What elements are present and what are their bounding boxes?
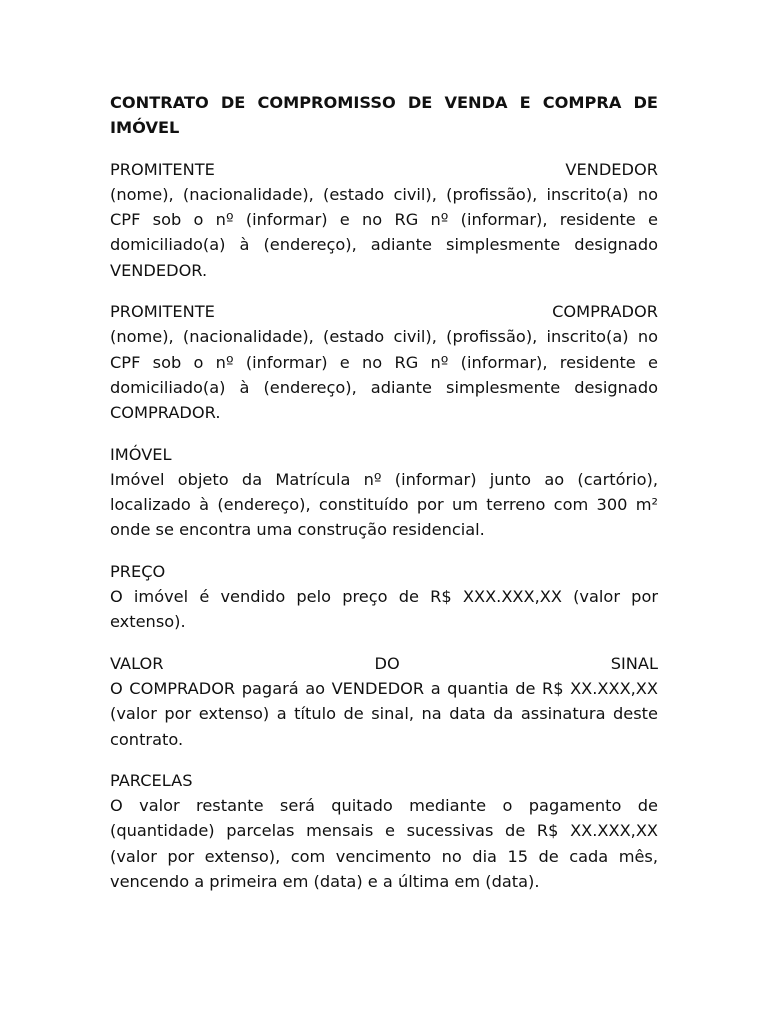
section-heading: PROMITENTE VENDEDOR xyxy=(110,159,658,179)
section-text: O COMPRADOR pagará ao VENDEDOR a quantia de R$ XX.XXX,XX (valor por extenso) a título de sinal, na data da assinatura deste contrato. xyxy=(110,678,658,749)
section-preco xyxy=(110,559,658,635)
document-title: CONTRATO DE COMPROMISSO DE VENDA E COMPRA DE IMÓVEL xyxy=(110,93,658,138)
section-heading: PROMITENTE COMPRADOR xyxy=(110,302,658,322)
section-promitente-comprador xyxy=(110,299,658,425)
section-parcelas xyxy=(110,768,658,894)
document-content xyxy=(110,90,658,910)
section-heading: IMÓVEL xyxy=(110,444,172,464)
section-heading: PREÇO xyxy=(110,561,166,581)
section-imovel xyxy=(110,442,658,543)
section-text: (nome), (nacionalidade), (estado civil), (profissão), inscrito(a) no CPF sob o nº (informar) e no RG nº (informar), residente e domiciliado(a) à (endereço), adiante simplesmente designado COMPRADOR. xyxy=(110,327,658,423)
section-heading: PARCELAS xyxy=(110,770,193,790)
section-promitente-vendedor xyxy=(110,157,658,283)
section-text: (nome), (nacionalidade), (estado civil), (profissão), inscrito(a) no CPF sob o nº (informar) e no RG nº (informar), residente e domiciliado(a) à (endereço), adiante simplesmente designado VENDEDOR. xyxy=(110,184,658,280)
section-valor-do-sinal xyxy=(110,651,658,752)
section-heading: VALOR DO SINAL xyxy=(110,653,658,673)
section-text: O valor restante será quitado mediante o pagamento de (quantidade) parcelas mensais e sucessivas de R$ XX.XXX,XX (valor por extenso), com vencimento no dia 15 de cada mês, vencendo a primeira em (data) e a última em (data). xyxy=(110,796,658,892)
section-text: O imóvel é vendido pelo preço de R$ XXX.XXX,XX (valor por extenso). xyxy=(110,587,658,632)
section-text: Imóvel objeto da Matrícula nº (informar) junto ao (cartório), localizado à (endereço), constituído por um terreno com 300 m² onde se encontra uma construção residencial. xyxy=(110,469,658,540)
